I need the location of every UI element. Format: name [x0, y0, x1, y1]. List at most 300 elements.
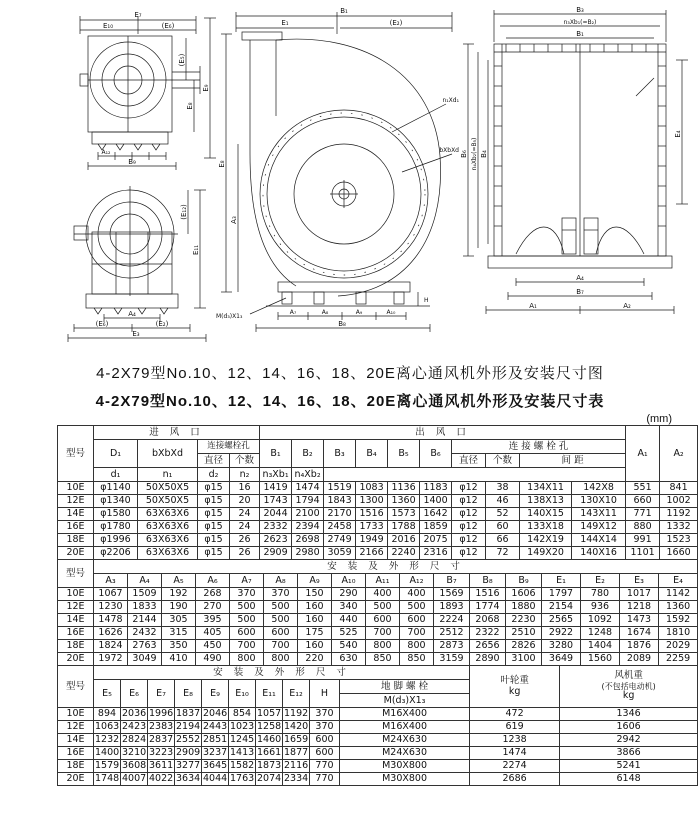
table-cell: 1192	[660, 508, 698, 521]
table-cell: 52	[486, 508, 520, 521]
table-cell: 1346	[560, 708, 698, 721]
table-cell: 2837	[149, 734, 174, 746]
impeller-weight-label: 叶轮重	[500, 674, 529, 686]
col-header: A₅	[162, 574, 196, 588]
table-cell: 800	[366, 640, 400, 653]
table-cell: 3608	[122, 760, 147, 772]
table-cell: 500	[230, 601, 264, 614]
header-inlet: 进 风 口	[94, 426, 260, 440]
dim-label: (E₅)	[178, 53, 186, 67]
table-row	[58, 614, 698, 627]
col-header: E₇	[148, 680, 175, 708]
col-header: B₈	[470, 574, 506, 588]
table-cell: 1136	[388, 482, 420, 495]
col-header: A₁₂	[400, 574, 434, 588]
table-cell: 1478	[94, 614, 128, 627]
col-header: A₄	[128, 574, 162, 588]
dim-label: E₁	[281, 19, 289, 27]
col-header-b5: B₅	[388, 440, 420, 468]
table-cell: 1360	[388, 495, 420, 508]
table-cell: 600	[264, 627, 298, 640]
table-cell: 1092	[581, 614, 620, 627]
dim-label: M(d₃)X1₃	[216, 313, 243, 320]
table-cell: 1473	[620, 614, 659, 627]
table-cell: 1519	[324, 482, 356, 495]
model-cell: 10E	[58, 588, 94, 601]
fan-weight-unit: kg	[622, 690, 635, 702]
col-header: A₁₀	[332, 574, 366, 588]
col-header-model: 型号	[58, 666, 94, 708]
table-cell: 1413	[230, 747, 255, 759]
table-cell: 500	[264, 614, 298, 627]
table-cell: M24X630	[340, 747, 470, 760]
model-cell: 14E	[58, 614, 94, 627]
table-row	[58, 627, 698, 640]
table-cell: φ15	[198, 508, 230, 521]
table-cell: 540	[332, 640, 366, 653]
table-cell: 1523	[660, 534, 698, 547]
table-cell: 850	[366, 653, 400, 666]
table-cell: 2686	[470, 773, 560, 786]
table-cell: 1876	[620, 640, 659, 653]
col-header: E₅	[94, 680, 121, 708]
col-header: E₁₀	[229, 680, 256, 708]
table-cell: 2942	[560, 734, 698, 747]
table-inlet-outlet	[57, 425, 698, 560]
table-cell: 2763	[128, 640, 162, 653]
table-cell: 1017	[620, 588, 659, 601]
table-cell: 1232	[95, 734, 120, 746]
table-cell: 1859	[420, 521, 452, 534]
table-cell: 1300	[356, 495, 388, 508]
col-header: E₄	[659, 574, 698, 588]
table-cell: 2046	[203, 708, 228, 720]
table-cell: 894	[94, 708, 121, 721]
dim-label: E₉	[202, 84, 210, 92]
table-install-dims-1	[57, 559, 698, 666]
table-cell: 3611	[149, 760, 174, 772]
table-cell: 450	[196, 640, 230, 653]
col-header-b1: B₁	[260, 440, 292, 468]
table-cell: 1582	[230, 760, 255, 772]
table-cell: 1606	[560, 721, 698, 734]
table-cell: 1183	[420, 482, 452, 495]
dim-label: (E₂)	[155, 320, 169, 328]
table-cell: 144X14	[572, 534, 626, 547]
table-cell: 2749	[324, 534, 356, 547]
model-cell: 20E	[58, 547, 94, 560]
table-cell: φ15	[198, 534, 230, 547]
table-cell: 370	[310, 721, 340, 734]
col-header: A₃	[94, 574, 128, 588]
table-cell: 600	[310, 747, 340, 760]
unit-note: (mm)	[646, 413, 672, 425]
table-cell: 1067	[94, 588, 128, 601]
table-cell: 1893	[434, 601, 470, 614]
dim-label: A₂	[623, 302, 631, 310]
table-cell: 1142	[659, 588, 698, 601]
dim-label: (E₆)	[161, 22, 175, 30]
table-cell: M24X630	[340, 734, 470, 747]
table-cell: 1057	[257, 708, 282, 720]
table-row	[58, 734, 698, 747]
table-cell: φ15	[198, 547, 230, 560]
dim-label: A₃	[230, 216, 238, 224]
model-cell: 10E	[58, 708, 94, 721]
table-cell: 66	[486, 534, 520, 547]
dim-label: (E₂)	[389, 19, 403, 27]
table-cell: 1733	[356, 521, 388, 534]
dim-label: (E₆)	[95, 320, 109, 328]
table-cell: 1774	[470, 601, 506, 614]
table-row	[58, 508, 698, 521]
table-cell: 1642	[420, 508, 452, 521]
table-row	[58, 601, 698, 614]
dim-label: A₄	[128, 310, 136, 318]
table-cell: 600	[310, 734, 340, 747]
table-cell: 3210	[122, 747, 147, 759]
table-cell: φ1580	[94, 508, 138, 521]
table-cell: 160	[298, 601, 332, 614]
table-cell: 600	[400, 614, 434, 627]
dim-label: B₆	[460, 150, 468, 158]
table-cell: 660	[626, 495, 660, 508]
header-install-dims: 安 装 及 外 形 尺 寸	[94, 666, 470, 680]
table-cell: 130X10	[572, 495, 626, 508]
model-cell: 20E	[58, 773, 94, 786]
table-cell: 2565	[542, 614, 581, 627]
table-cell: 192	[162, 588, 196, 601]
table-cell: 850	[400, 653, 434, 666]
col-header-spacing: 间 距	[520, 454, 626, 468]
table-cell: 1360	[659, 601, 698, 614]
table-cell: 3049	[128, 653, 162, 666]
fan-weight-note: (不包括电动机)	[601, 681, 656, 691]
table-cell: 771	[626, 508, 660, 521]
col-header-count: 个数	[230, 454, 260, 468]
dim-label: A₁₀	[386, 309, 396, 316]
dim-label: n₃Xb₁(=B₂)	[563, 19, 597, 26]
dim-label: E₈	[218, 160, 226, 168]
table-cell: φ12	[452, 521, 486, 534]
model-cell: 16E	[58, 627, 94, 640]
col-header: A₈	[264, 574, 298, 588]
table-cell: 1674	[620, 627, 659, 640]
table-title: 4-2X79型No.10、12、14、16、18、20E离心通风机外形及安装尺寸表	[95, 393, 605, 410]
table-cell: 16	[230, 482, 260, 495]
table-cell: 72	[486, 547, 520, 560]
table-cell: 2224	[434, 614, 470, 627]
table-row	[58, 747, 698, 760]
table-cell: 2154	[542, 601, 581, 614]
table-cell: 2334	[284, 773, 309, 785]
table-cell: 1509	[128, 588, 162, 601]
col-header-b4: B₄	[356, 440, 388, 468]
table-cell: 2432	[128, 627, 162, 640]
table-cell: 2116	[284, 760, 309, 772]
model-cell: 20E	[58, 653, 94, 666]
col-header: E₁₂	[283, 680, 310, 708]
table-cell: M30X800	[340, 773, 470, 786]
table-cell: 1788	[388, 521, 420, 534]
table-cell: 149X12	[572, 521, 626, 534]
table-row	[58, 640, 698, 653]
table-cell: φ15	[198, 482, 230, 495]
table-cell: 2170	[324, 508, 356, 521]
table-cell: 2443	[203, 721, 228, 733]
table-cell: 149X20	[520, 547, 572, 560]
col-header-model: 型号	[58, 426, 94, 482]
table-cell: 2194	[176, 721, 201, 733]
table-cell: 1419	[260, 482, 292, 495]
table-cell: 800	[264, 653, 298, 666]
table-cell: 150	[298, 588, 332, 601]
table-cell: 600	[366, 614, 400, 627]
table-cell: 2423	[122, 721, 147, 733]
table-cell: 1949	[356, 534, 388, 547]
table-cell: 2383	[149, 721, 174, 733]
table-cell: 600	[230, 627, 264, 640]
table-cell: 1560	[581, 653, 620, 666]
table-cell: 619	[470, 721, 560, 734]
table-cell: 2458	[324, 521, 356, 534]
table-cell: 2016	[388, 534, 420, 547]
model-cell: 14E	[58, 508, 94, 521]
table-cell: M30X800	[340, 760, 470, 773]
col-header: E₂	[581, 574, 620, 588]
table-cell: 936	[581, 601, 620, 614]
table-row	[58, 521, 698, 534]
table-cell: 1101	[626, 547, 660, 560]
model-cell: 14E	[58, 734, 94, 747]
table-cell: 1420	[284, 721, 309, 733]
table-cell: 2824	[122, 734, 147, 746]
table-row	[58, 534, 698, 547]
col-header-anchor-bolt-spec: M(d₃)X1₃	[340, 694, 470, 708]
table-cell: 1573	[388, 508, 420, 521]
table-cell: M16X400	[340, 721, 470, 734]
table-cell: 160	[298, 614, 332, 627]
table-cell: 142X19	[520, 534, 572, 547]
table-cell: 2274	[470, 760, 560, 773]
col-header: A₁₁	[366, 574, 400, 588]
table-row	[58, 588, 698, 601]
table-cell: φ12	[452, 508, 486, 521]
col-header: A₇	[230, 574, 264, 588]
table-cell: 2851	[203, 734, 228, 746]
table-cell: 500	[400, 601, 434, 614]
col-header: E₃	[620, 574, 659, 588]
table-cell: φ12	[452, 495, 486, 508]
table-cell: 370	[264, 588, 298, 601]
table-cell: 1763	[230, 773, 255, 785]
dim-label: A₁	[529, 302, 537, 310]
table-cell: 405	[196, 627, 230, 640]
dim-label: n₁Xd₁	[442, 97, 459, 104]
table-cell: 4007	[122, 773, 147, 785]
table-cell: 700	[366, 627, 400, 640]
table-cell: 400	[366, 588, 400, 601]
table-cell: φ2206	[94, 547, 138, 560]
table-cell: 2230	[506, 614, 542, 627]
table-cell: 3649	[542, 653, 581, 666]
header-inlet-bolt-holes: 连接螺栓孔	[198, 440, 260, 454]
dim-label: B₄	[480, 150, 488, 158]
col-header-b3: B₃	[324, 440, 356, 468]
table-cell: 3645	[203, 760, 228, 772]
table-row	[58, 760, 698, 773]
technical-drawings	[0, 0, 700, 348]
table-cell: 4044	[203, 773, 228, 785]
table-cell: 440	[332, 614, 366, 627]
table-cell: 1023	[230, 721, 255, 733]
col-header-d1s: d₁	[94, 468, 138, 482]
table-cell: 700	[230, 640, 264, 653]
table-row	[58, 653, 698, 666]
table-cell: 60	[486, 521, 520, 534]
col-header-model: 型号	[58, 560, 94, 588]
drawing-casing-front-view	[58, 176, 218, 342]
fan-weight-label: 风机重	[614, 669, 643, 681]
table-row	[58, 708, 698, 721]
table-cell: 1460	[257, 734, 282, 746]
col-header: E₆	[121, 680, 148, 708]
table-cell: φ1996	[94, 534, 138, 547]
table-cell: 1837	[176, 708, 201, 720]
table-cell: φ12	[452, 547, 486, 560]
table-cell: 3223	[149, 747, 174, 759]
table-cell: 2100	[292, 508, 324, 521]
dim-label: A₄	[576, 274, 584, 282]
table-row	[58, 495, 698, 508]
table-cell: 1579	[95, 760, 120, 772]
table-cell: 1810	[659, 627, 698, 640]
table-cell: 3237	[203, 747, 228, 759]
table-cell: 3159	[434, 653, 470, 666]
drawing-inlet-side-view	[58, 8, 218, 174]
table-cell: 1833	[128, 601, 162, 614]
table-cell: 1569	[434, 588, 470, 601]
dim-label: E₄	[674, 130, 682, 138]
table-cell: 1248	[581, 627, 620, 640]
table-cell: 2623	[260, 534, 292, 547]
dim-label: E₈	[186, 102, 194, 110]
table-cell: φ15	[198, 495, 230, 508]
table-cell: 3866	[560, 747, 698, 760]
table-cell: 50X50X5	[138, 495, 198, 508]
table-cell: 305	[162, 614, 196, 627]
table-cell: 1474	[292, 482, 324, 495]
col-header: E₁	[542, 574, 581, 588]
table-row	[58, 547, 698, 560]
table-cell: 24	[230, 508, 260, 521]
table-cell: 46	[486, 495, 520, 508]
model-cell: 16E	[58, 521, 94, 534]
table-cell: 140X15	[520, 508, 572, 521]
table-cell: 2074	[257, 773, 282, 785]
model-cell: 12E	[58, 601, 94, 614]
table-cell: φ1780	[94, 521, 138, 534]
table-cell: 500	[230, 614, 264, 627]
table-cell: 370	[230, 588, 264, 601]
dim-label: E₃	[132, 330, 140, 338]
table-cell: 5241	[560, 760, 698, 773]
col-header-anchor-bolt: 地 脚 螺 栓	[340, 680, 470, 694]
col-header-b6: B₆	[420, 440, 452, 468]
table-cell: 3059	[324, 547, 356, 560]
col-header-fan-weight	[560, 666, 698, 708]
table-cell: 340	[332, 601, 366, 614]
header-outlet-bolt-holes: 连 接 螺 栓 孔	[452, 440, 626, 454]
table-cell: 1843	[324, 495, 356, 508]
table-cell: 2029	[659, 640, 698, 653]
table-cell: 700	[264, 640, 298, 653]
table-cell: 2890	[470, 653, 506, 666]
col-header: E₁₁	[256, 680, 283, 708]
table-cell: 3100	[506, 653, 542, 666]
table-cell: 133X18	[520, 521, 572, 534]
table-cell: 1258	[257, 721, 282, 733]
table-cell: 26	[230, 534, 260, 547]
table-cell: 700	[400, 627, 434, 640]
table-cell: 991	[626, 534, 660, 547]
table-cell: 38	[486, 482, 520, 495]
table-cell: 472	[470, 708, 560, 721]
table-cell: 800	[400, 640, 434, 653]
col-header-dia2: 直径	[452, 454, 486, 468]
table-cell: 2075	[420, 534, 452, 547]
dim-label: B₉	[128, 158, 136, 166]
table-cell: 175	[298, 627, 332, 640]
col-header-impeller-weight	[470, 666, 560, 708]
table-cell: 3634	[176, 773, 201, 785]
table-cell: 770	[310, 760, 340, 773]
dim-label: A₁₂	[101, 149, 111, 156]
table-cell: 500	[264, 601, 298, 614]
table-cell: 134X11	[520, 482, 572, 495]
table-cell: 1873	[257, 760, 282, 772]
dim-label: B₁	[576, 30, 584, 38]
table-cell: 1245	[230, 734, 255, 746]
table-cell: 1877	[284, 747, 309, 759]
header-install-dims: 安 装 及 外 形 尺 寸	[94, 560, 698, 574]
table-cell: 315	[162, 627, 196, 640]
table-install-dims-2	[57, 665, 698, 786]
dim-label: n₄Xb₂(=B₅)	[471, 137, 478, 171]
table-cell: 1063	[95, 721, 120, 733]
table-cell: 1880	[506, 601, 542, 614]
table-cell: φ12	[452, 482, 486, 495]
table-cell: 780	[581, 588, 620, 601]
table-cell: 880	[626, 521, 660, 534]
table-cell: 2089	[620, 653, 659, 666]
table-cell: 142X8	[572, 482, 626, 495]
model-cell: 18E	[58, 640, 94, 653]
model-cell: 16E	[58, 747, 94, 760]
table-cell: 2909	[176, 747, 201, 759]
table-cell: 220	[298, 653, 332, 666]
table-cell: 1238	[470, 734, 560, 747]
table-cell: 1400	[95, 747, 120, 759]
dim-label: B₁	[340, 7, 348, 15]
model-cell: 12E	[58, 721, 94, 734]
drawing-main-side-view	[216, 4, 460, 340]
dim-label: B₇	[576, 288, 584, 296]
table-cell: 370	[310, 708, 340, 721]
model-cell: 10E	[58, 482, 94, 495]
dim-label: B₃	[576, 6, 584, 14]
dim-label: A₈	[321, 309, 329, 316]
